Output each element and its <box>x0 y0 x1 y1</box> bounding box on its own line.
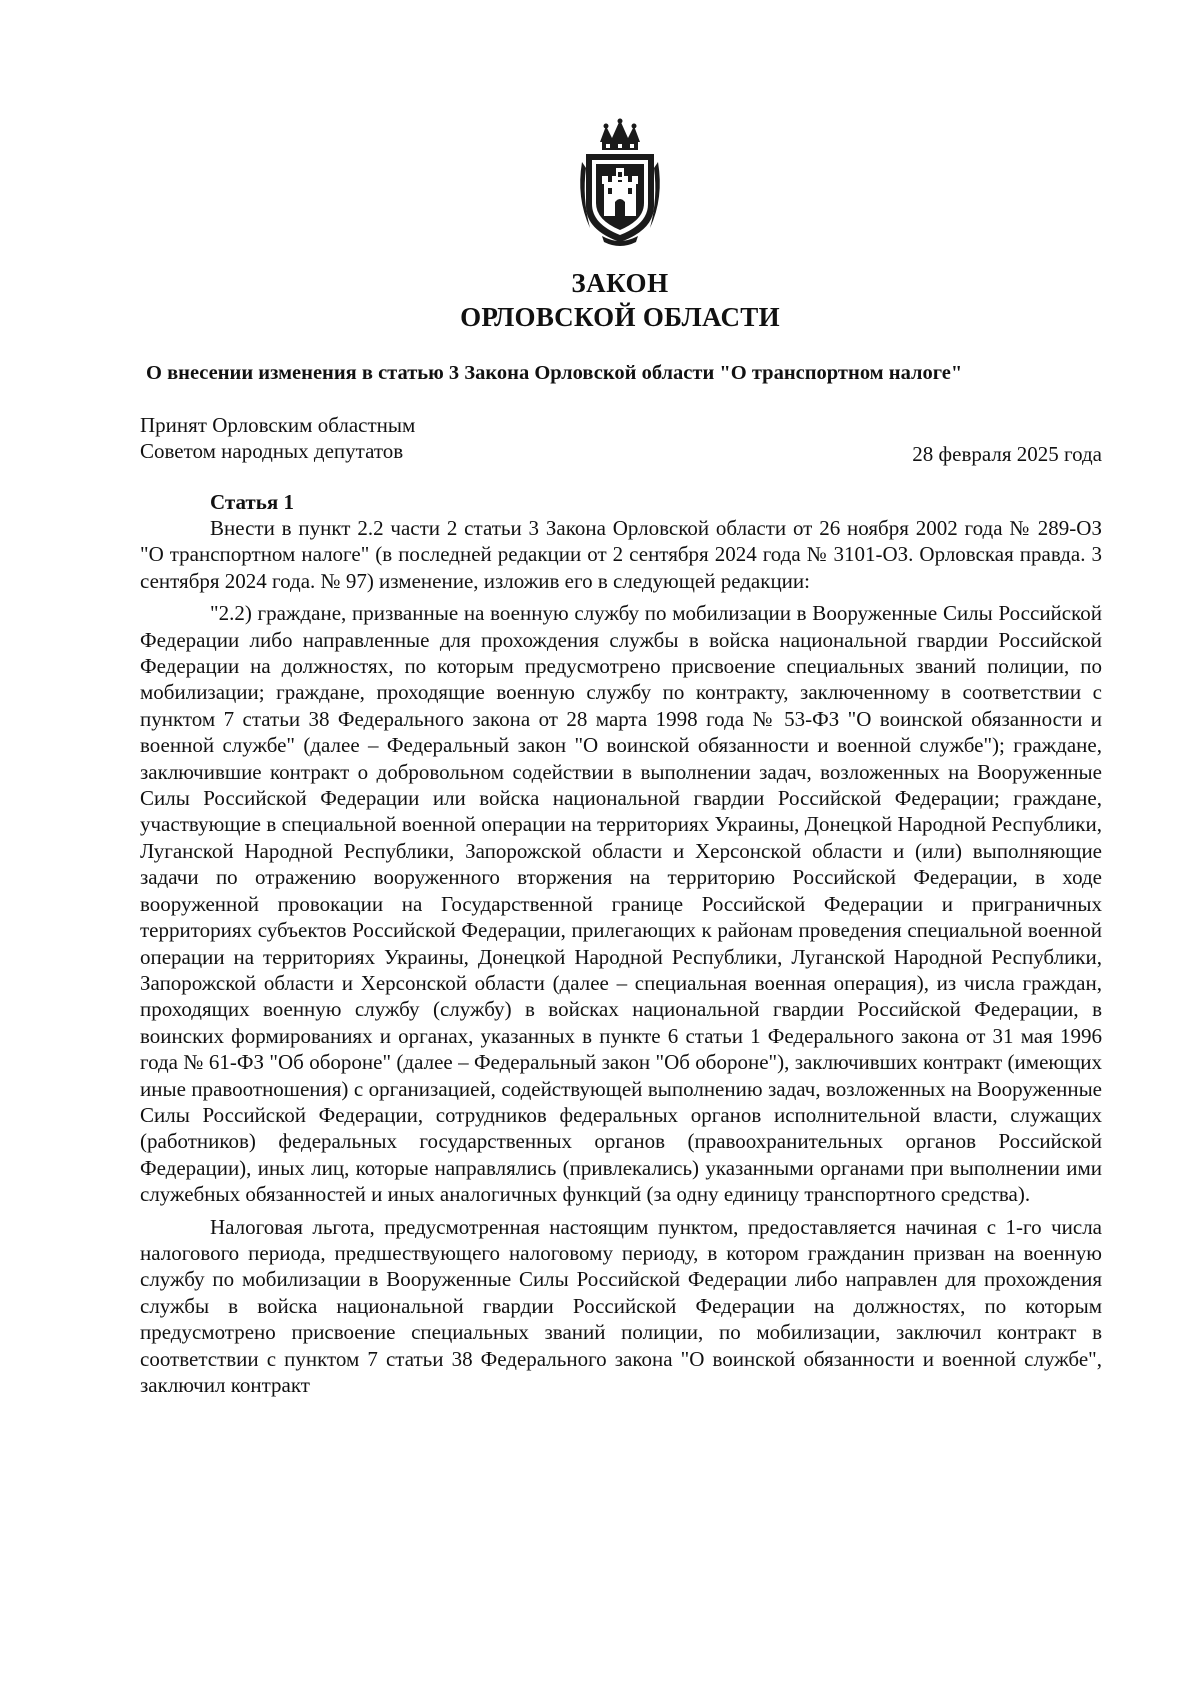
adoption-line-2: Советом народных депутатов <box>140 439 404 463</box>
region-title: ОРЛОВСКОЙ ОБЛАСТИ <box>460 302 780 332</box>
article-paragraph-2: "2.2) граждане, призванные на военную службу по мобилизации в Вооруженные Силы Российской Федерации либо направленные для прохождения службы в войска национальной гвардии Российской Федерации на должностях, по которым предусмотрено присвоение специальных званий полиции, по мобилизации; граждане, проходящие военную службу по контракту, заключенному в соответствии с пунктом 7 статьи 38 Федерального закона от 28 марта 1998 года № 53-ФЗ "О воинской обязанности и военной службе" (далее – Федеральный закон "О воинской обязанности и военной службе"); граждане, заключившие контракт о добровольном содействии в выполнении задач, возложенных на Вооруженные Силы Российской Федерации или войска национальной гвардии Российской Федерации; граждане, участвующие в специальной военной операции на территориях Украины, Донецкой Народной Республики, Луганской Народной Республики, Запорожской области и Херсонской области и (или) выполняющие задачи по отражению вооруженного вторжения на территорию Российской Федерации, в ходе вооруженной провокации на Государственной границе Российской Федерации и приграничных территориях субъектов Российской Федерации, прилегающих к районам проведения специальной военной операции на территориях Украины, Донецкой Народной Республики, Луганской Народной Республики, Запорожской области и Херсонской области (далее – специальная военная операция), из числа граждан, проходящих военную службу (службу) в войсках национальной гвардии Российской Федерации, в воинских формированиях и органах, указанных в пункте 6 статьи 1 Федерального закона от 31 мая 1996 года № 61-ФЗ "Об обороне" (далее – Федеральный закон "Об обороне"), заключивших контракт (имеющих иные правоотношения) с организацией, содействующей выполнению задач, возложенных на Вооруженные Силы Российской Федерации, сотрудников федеральных органов исполнительной власти, служащих (работников) федеральных государственных органов (правоохранительных органов Российской Федерации), иных лиц, которые направлялись (привлекались) указанными органами при выполнении ими служебных обязанностей и иных аналогичных функций (за одну единицу транспортного средства). <box>140 601 1102 1207</box>
coat-of-arms-icon <box>572 118 668 248</box>
law-title: ЗАКОН <box>571 268 669 298</box>
adoption-line-1: Принят Орловским областным <box>140 413 416 437</box>
adoption-info <box>140 412 415 464</box>
article-paragraph-3: Налоговая льгота, предусмотренная настоящим пунктом, предоставляется начиная с 1-го числа налогового периода, предшествующего налоговому периоду, в котором гражданин призван на военную службу по мобилизации в Вооруженные Силы Российской Федерации либо направлен для прохождения службы в войска национальной гвардии Российской Федерации на должностях, по которым предусмотрено присвоение специальных званий полиции, по мобилизации, заключил контракт в соответствии с пунктом 7 статьи 38 Федерального закона "О воинской обязанности и военной службе", заключил контракт <box>140 1214 1102 1397</box>
article-paragraph-1: Внести в пункт 2.2 части 2 статьи 3 Закона Орловской области от 26 ноября 2002 года № 289-ОЗ "О транспортном налоге" (в последней редакции от 2 сентября 2024 года № 3101-ОЗ. Орловская правда. 3 сентября 2024 года. № 97) изменение, изложив его в следующей редакции: <box>140 516 1102 593</box>
article-body <box>140 515 1102 1398</box>
adoption-date: 28 февраля 2025 года <box>912 442 1102 466</box>
article-heading: Статья 1 <box>210 490 294 514</box>
law-subject: О внесении изменения в статью 3 Закона Орловской области "О транспортном налоге" <box>146 362 963 384</box>
